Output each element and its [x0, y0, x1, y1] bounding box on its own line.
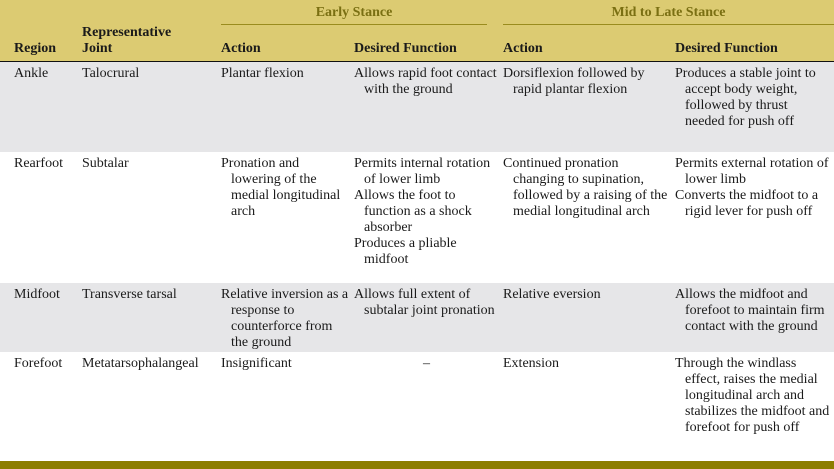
cell-late-function [675, 283, 834, 352]
cell-region: Forefoot [14, 356, 63, 371]
cell-text: Converts the midfoot to a rigid lever for push off [675, 188, 819, 219]
cell-early-function [354, 352, 503, 458]
group-header-mid-late-stance: Mid to Late Stance [503, 4, 834, 25]
cell-early-function [354, 283, 503, 352]
bottom-rule [0, 461, 834, 469]
foot-function-table [0, 62, 834, 458]
cell-late-action [503, 352, 675, 458]
cell-early-function [354, 62, 503, 152]
cell-text: Allows full extent of subtalar joint pronation [354, 287, 495, 318]
cell-joint: Metatarsophalangeal [82, 356, 199, 371]
cell-text: Produces a pliable midfoot [354, 236, 457, 267]
cell-text: Permits internal rotation of lower limb [354, 156, 491, 187]
cell-late-action [503, 283, 675, 352]
cell-text: Extension [503, 356, 559, 371]
cell-text: Produces a stable joint to accept body weight, followed by thrust needed for push off [675, 66, 816, 129]
header-late-action: Action [503, 41, 543, 56]
cell-early-function [354, 152, 503, 283]
header-late-function: Desired Function [675, 41, 778, 56]
table-row [0, 152, 834, 283]
cell-text: Allows the midfoot and forefoot to maintain firm contact with the ground [675, 287, 825, 334]
cell-region: Midfoot [14, 287, 60, 302]
cell-early-action [221, 152, 354, 283]
table-row [0, 62, 834, 152]
cell-joint: Subtalar [82, 156, 129, 171]
cell-text: Allows rapid foot contact with the ground [354, 66, 497, 97]
cell-late-action [503, 152, 675, 283]
table-row [0, 352, 834, 458]
cell-text: Dorsiflexion followed by rapid plantar flexion [503, 66, 645, 97]
cell-late-function [675, 62, 834, 152]
cell-late-action [503, 62, 675, 152]
cell-region: Rearfoot [14, 156, 63, 171]
table-header [0, 0, 834, 62]
cell-early-action [221, 283, 354, 352]
header-region: Region [14, 41, 56, 56]
cell-late-function [675, 152, 834, 283]
cell-early-action [221, 62, 354, 152]
cell-joint: Transverse tarsal [82, 287, 177, 302]
cell-text: Permits external rotation of lower limb [675, 156, 829, 187]
cell-early-action [221, 352, 354, 458]
header-early-action: Action [221, 41, 261, 56]
cell-text: Insignificant [221, 356, 292, 371]
cell-late-function [675, 352, 834, 458]
table-row [0, 283, 834, 352]
cell-text: Plantar flexion [221, 66, 304, 81]
cell-text: Continued pronation changing to supination, followed by a raising of the medial longitudinal arch [503, 156, 668, 219]
cell-text: Through the windlass effect, raises the medial longitudinal arch and stabilizes the midfoot and forefoot for push off [675, 356, 830, 435]
cell-text: Pronation and lowering of the medial longitudinal arch [221, 156, 341, 219]
cell-text: – [423, 356, 430, 371]
cell-text: Allows the foot to function as a shock absorber [354, 188, 472, 235]
header-joint: Representative Joint [82, 25, 172, 56]
group-header-early-stance: Early Stance [221, 4, 487, 25]
cell-text: Relative eversion [503, 287, 601, 302]
header-early-function: Desired Function [354, 41, 457, 56]
cell-region: Ankle [14, 66, 49, 81]
cell-joint: Talocrural [82, 66, 140, 81]
cell-text: Relative inversion as a response to counterforce from the ground [221, 287, 349, 350]
